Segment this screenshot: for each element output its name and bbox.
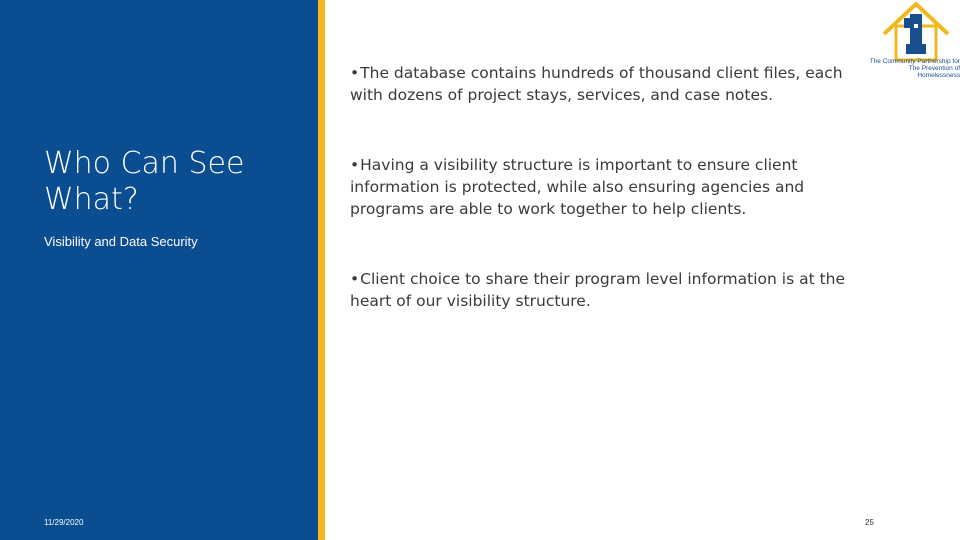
bullet-marker: •: [350, 156, 360, 174]
title-panel: [0, 0, 318, 540]
bullet-item: [350, 154, 870, 220]
bullet-marker: •: [350, 270, 360, 288]
bullet-marker: •: [350, 64, 360, 82]
accent-divider: [318, 0, 325, 540]
bullet-item: [350, 62, 870, 106]
bullet-item: [350, 268, 870, 312]
page-number: 25: [865, 518, 874, 527]
slide-title: Who Can See What?: [44, 146, 245, 217]
slide-date: 11/29/2020: [44, 518, 84, 527]
bullet-text: Having a visibility structure is important to ensure client information is protected, while also ensuring agencies and programs are able to work together to help clients.: [350, 156, 805, 218]
slide-subtitle: Visibility and Data Security: [44, 234, 198, 249]
logo-text: The Community Partnership for The Prevention of Homelessness: [869, 58, 960, 79]
bullet-text: The database contains hundreds of thousand client files, each with dozens of project stays, services, and case notes.: [350, 64, 843, 104]
bullet-text: Client choice to share their program level information is at the heart of our visibility structure.: [350, 270, 846, 310]
